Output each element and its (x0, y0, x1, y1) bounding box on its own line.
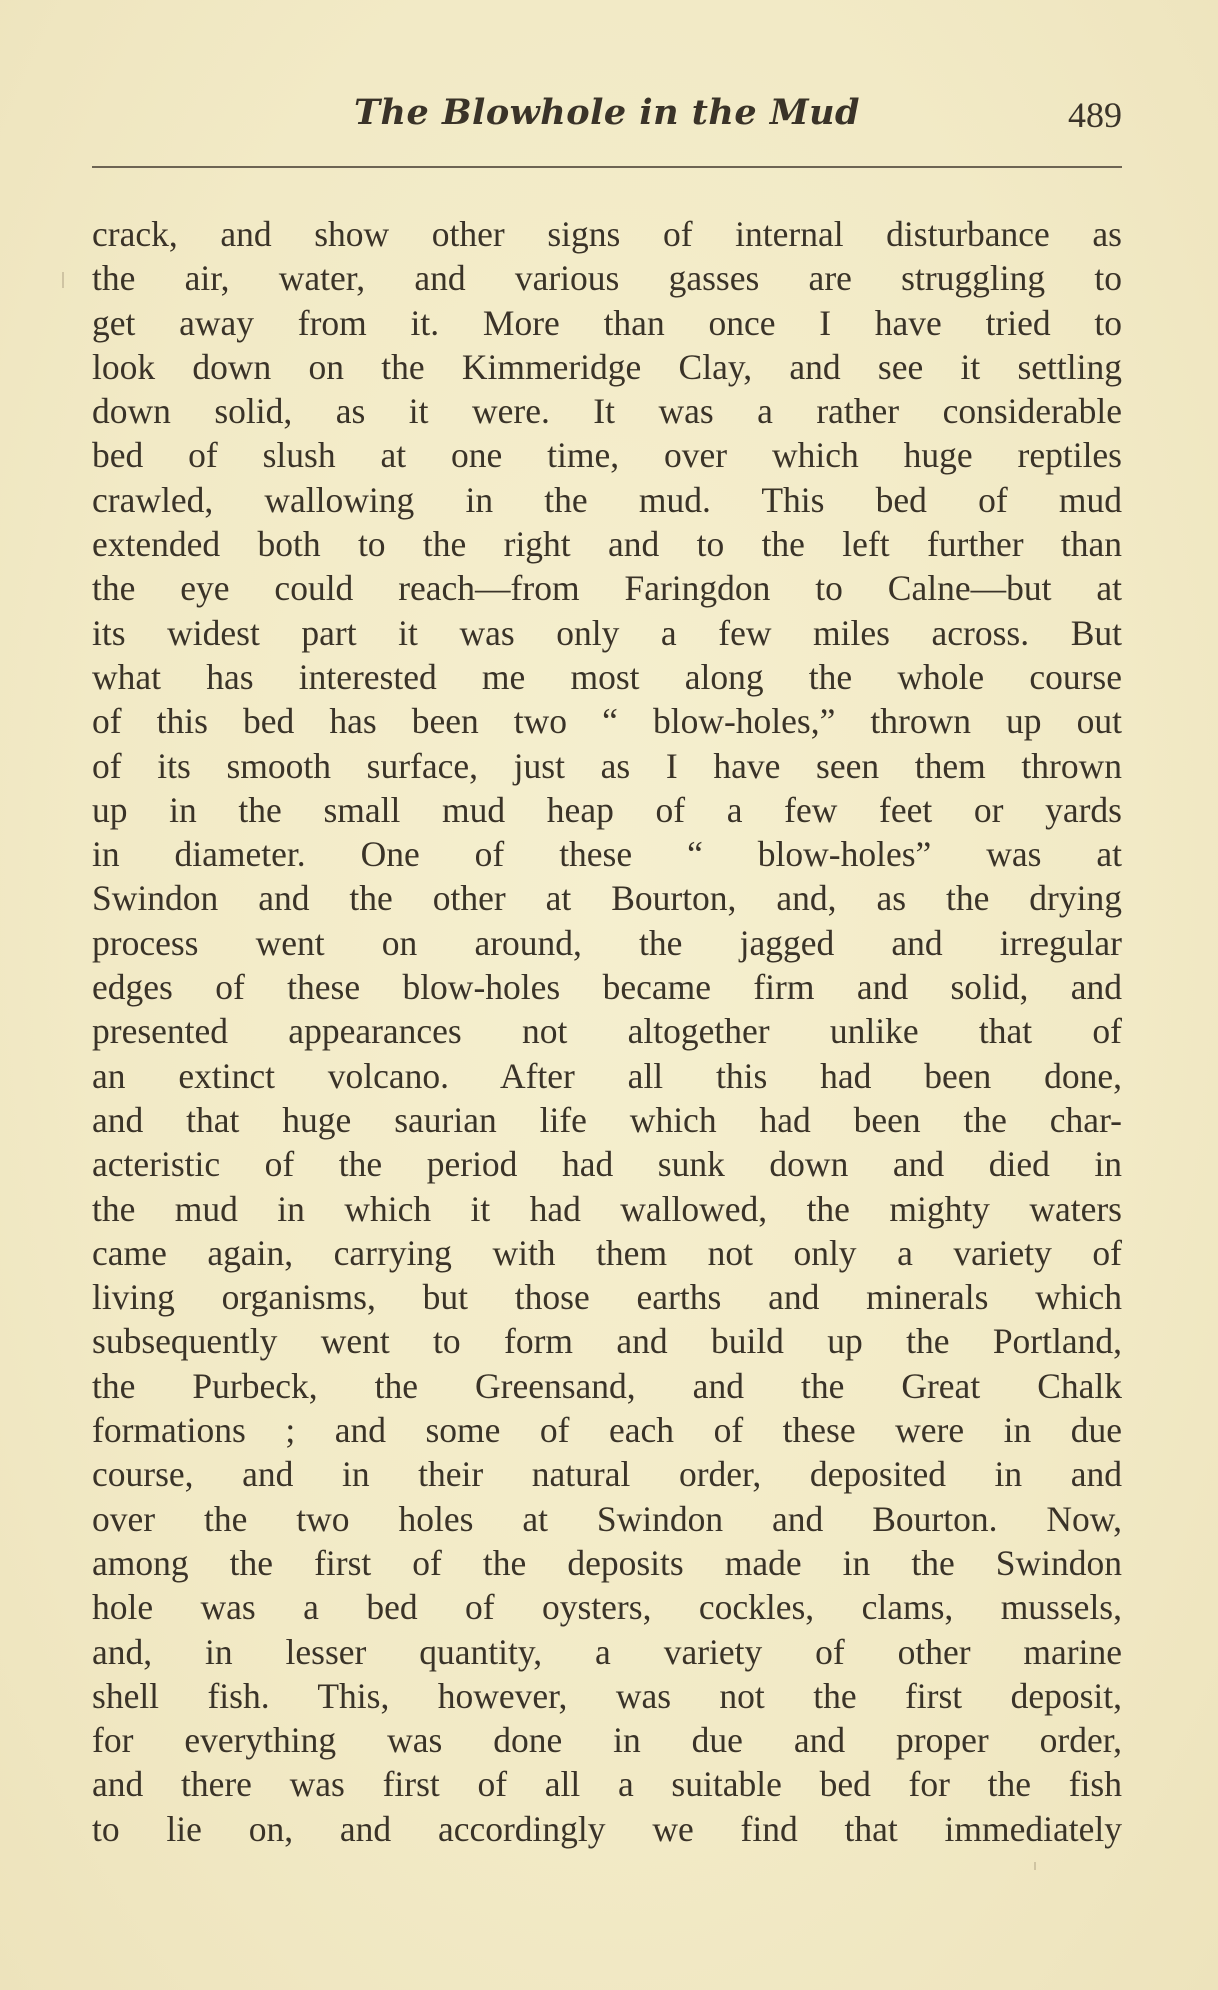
text-line: extended both to the right and to the left further than (92, 524, 1122, 565)
text-line: came again, carrying with them not only a variety of (92, 1232, 1122, 1273)
text-line: among the first of the deposits made in the Swindon (92, 1542, 1122, 1583)
text-line: the eye could reach—from Faringdon to Calne—but at (92, 568, 1122, 609)
running-title: The Blowhole in the Mud (354, 92, 860, 133)
text-line: crack, and show other signs of internal disturbance as (92, 214, 1122, 254)
text-line: presented appearances not altogether unlike that of (92, 1011, 1122, 1052)
text-line: look down on the Kimmeridge Clay, and see it settling (92, 346, 1122, 387)
text-line: for everything was done in due and proper order, (92, 1720, 1122, 1761)
text-line: its widest part it was only a few miles across. But (92, 612, 1122, 653)
text-line: get away from it. More than once I have tried to (92, 302, 1122, 343)
text-line: what has interested me most along the whole course (92, 656, 1122, 697)
running-head (92, 92, 1122, 144)
text-line: Swindon and the other at Bourton, and, as the drying (92, 878, 1122, 919)
text-line: crawled, wallowing in the mud. This bed of mud (92, 479, 1122, 520)
text-line: in diameter. One of these “ blow-holes” was at (92, 834, 1122, 875)
page-number: 489 (1068, 95, 1122, 135)
text-line: an extinct volcano. After all this had been done, (92, 1055, 1122, 1096)
text-line: of its smooth surface, just as I have seen them thrown (92, 745, 1122, 786)
text-line: to lie on, and accordingly we find that immediately (92, 1808, 1122, 1849)
text-line: living organisms, but those earths and minerals which (92, 1277, 1122, 1318)
text-line: and that huge saurian life which had been the char- (92, 1099, 1122, 1140)
text-line: course, and in their natural order, deposited in and (92, 1454, 1122, 1495)
text-line: hole was a bed of oysters, cockles, clams, mussels, (92, 1587, 1122, 1628)
text-line: down solid, as it were. It was a rather considerable (92, 391, 1122, 432)
body-text (92, 212, 1122, 1851)
text-line: formations ; and some of each of these were in due (92, 1410, 1122, 1451)
header-rule (92, 166, 1122, 168)
text-line: process went on around, the jagged and irregular (92, 922, 1122, 963)
text-line: edges of these blow-holes became firm and solid, and (92, 967, 1122, 1008)
text-line: over the two holes at Swindon and Bourton. Now, (92, 1498, 1122, 1539)
text-line: subsequently went to form and build up the Portland, (92, 1321, 1122, 1362)
text-line: the mud in which it had wallowed, the mighty waters (92, 1188, 1122, 1229)
text-line: acteristic of the period had sunk down and died in (92, 1144, 1122, 1185)
text-line: and there was first of all a suitable bed for the fish (92, 1764, 1122, 1805)
text-line: bed of slush at one time, over which huge reptiles (92, 435, 1122, 476)
paper-blemish (62, 272, 64, 288)
text-line: up in the small mud heap of a few feet or yards (92, 789, 1122, 830)
text-line: of this bed has been two “ blow-holes,” thrown up out (92, 701, 1122, 742)
text-line: and, in lesser quantity, a variety of other marine (92, 1631, 1122, 1672)
text-line: shell fish. This, however, was not the first deposit, (92, 1675, 1122, 1716)
paper-blemish (1034, 1862, 1036, 1870)
text-line: the Purbeck, the Greensand, and the Great Chalk (92, 1365, 1122, 1406)
text-line: the air, water, and various gasses are struggling to (92, 258, 1122, 299)
